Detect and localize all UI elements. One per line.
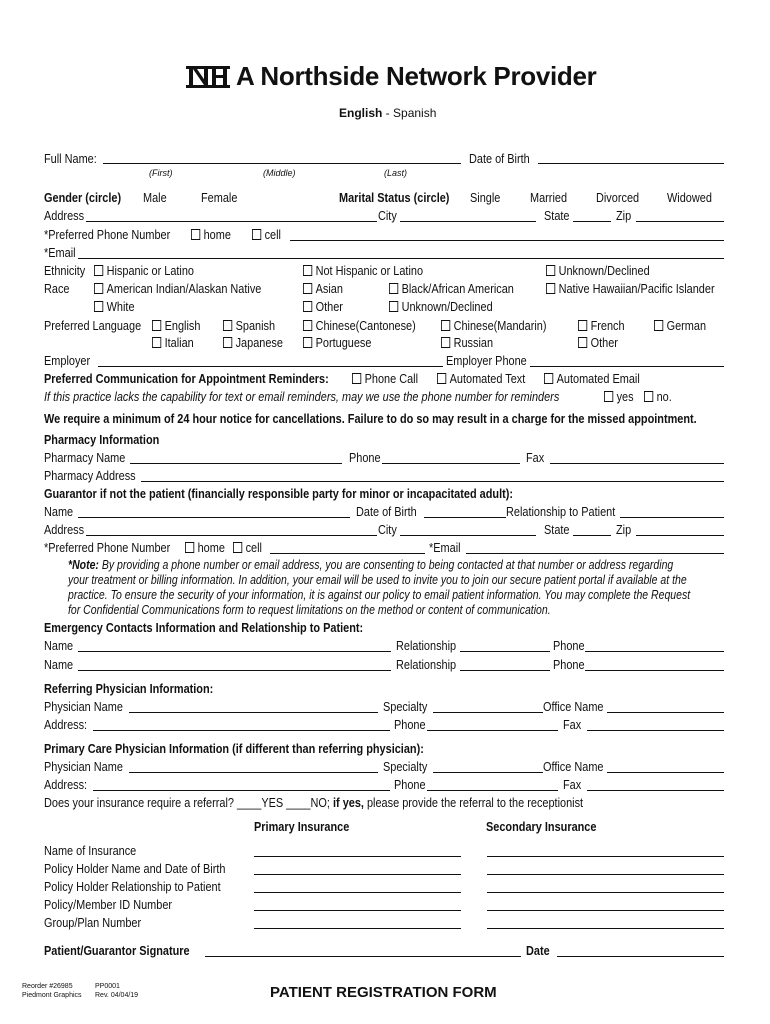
lang-opt-russian[interactable]: Russian xyxy=(441,335,493,350)
lang-opt-portuguese[interactable]: Portuguese xyxy=(303,335,371,350)
logo xyxy=(186,64,230,90)
secondary-insurance-line-1[interactable] xyxy=(487,856,724,857)
pcp-specialty-label: Specialty xyxy=(383,759,428,774)
pcp-office-label: Office Name xyxy=(543,759,604,774)
emergency-name-line-2[interactable] xyxy=(78,670,391,671)
race-american-indian[interactable]: American Indian/Alaskan Native xyxy=(94,281,261,296)
ethnicity-unknown[interactable]: Unknown/Declined xyxy=(546,263,650,278)
ethnicity-not-hispanic[interactable]: Not Hispanic or Latino xyxy=(303,263,423,278)
lang-opt-other[interactable]: Other xyxy=(578,335,618,350)
capability-note: If this practice lacks the capability for text or email reminders, may we use the phone number for reminders xyxy=(44,389,560,404)
employer-phone-line[interactable] xyxy=(530,366,724,367)
address-line[interactable] xyxy=(86,221,377,222)
state-line[interactable] xyxy=(573,221,611,222)
primary-insurance-line-1[interactable] xyxy=(254,856,461,857)
lang-opt-french[interactable]: French xyxy=(578,318,625,333)
race-white[interactable]: White xyxy=(94,299,135,314)
first-hint: (First) xyxy=(149,168,173,178)
referral-yes[interactable]: YES xyxy=(261,795,284,810)
pharmacy-name-line[interactable] xyxy=(130,463,342,464)
footer-printer: Piedmont Graphics xyxy=(22,992,82,999)
guarantor-email-label: *Email xyxy=(429,540,461,555)
guarantor-phone-line[interactable] xyxy=(270,553,425,554)
pcp-fax-label: Fax xyxy=(563,777,582,792)
pharmacy-fax-line[interactable] xyxy=(550,463,724,464)
ethnicity-label: Ethnicity xyxy=(44,263,86,278)
emergency-name-label-1: Name xyxy=(44,638,74,653)
emergency-name-line-1[interactable] xyxy=(78,651,391,652)
ethnicity-hispanic[interactable]: Hispanic or Latino xyxy=(94,263,194,278)
address-label: Address xyxy=(44,208,85,223)
marital-widowed[interactable]: Widowed xyxy=(667,190,712,205)
pharmacy-phone-line[interactable] xyxy=(382,463,520,464)
pcp-address-line[interactable] xyxy=(93,790,390,791)
city-line[interactable] xyxy=(400,221,536,222)
guarantor-address-line[interactable] xyxy=(86,535,377,536)
pharmacy-fax-label: Fax xyxy=(526,450,545,465)
marital-single[interactable]: Single xyxy=(470,190,501,205)
dob-label: Date of Birth xyxy=(469,151,530,166)
city-label: City xyxy=(378,208,397,223)
employer-line[interactable] xyxy=(98,366,443,367)
guarantor-pref-phone-label: *Preferred Phone Number xyxy=(44,540,171,555)
pcp-physician-label: Physician Name xyxy=(44,759,123,774)
lang-opt-german[interactable]: German xyxy=(654,318,706,333)
guarantor-name-line[interactable] xyxy=(78,517,350,518)
primary-insurance-line-3[interactable] xyxy=(254,892,461,893)
pharmacy-phone-label: Phone xyxy=(349,450,381,465)
gender-female[interactable]: Female xyxy=(201,190,238,205)
referring-specialty-label: Specialty xyxy=(383,699,428,714)
race-asian[interactable]: Asian xyxy=(303,281,343,296)
language-selector: English - Spanish xyxy=(339,106,437,120)
guarantor-city-label: City xyxy=(378,522,397,537)
secondary-insurance-line-3[interactable] xyxy=(487,892,724,893)
guarantor-name-label: Name xyxy=(44,504,74,519)
full-name-line[interactable] xyxy=(103,163,461,164)
lang-opt-spanish[interactable]: Spanish xyxy=(223,318,275,333)
referring-physician-line[interactable] xyxy=(129,712,378,713)
referring-physician-label: Physician Name xyxy=(44,699,123,714)
guarantor-home-checkbox[interactable]: home xyxy=(185,540,225,555)
reminder-yes[interactable]: yes xyxy=(604,389,634,404)
referral-no[interactable]: NO; xyxy=(310,795,330,810)
home-checkbox[interactable]: home xyxy=(191,227,231,242)
referring-fax-line[interactable] xyxy=(587,730,724,731)
signature-label: Patient/Guarantor Signature xyxy=(44,943,190,958)
gender-male[interactable]: Male xyxy=(143,190,167,205)
reminder-no[interactable]: no. xyxy=(644,389,672,404)
pcp-address-label: Address: xyxy=(44,777,88,792)
secondary-insurance-heading: Secondary Insurance xyxy=(486,819,597,834)
race-unknown[interactable]: Unknown/Declined xyxy=(389,299,493,314)
pref-phone-line[interactable] xyxy=(290,240,724,241)
cell-checkbox[interactable]: cell xyxy=(252,227,281,242)
pcp-phone-line[interactable] xyxy=(427,790,558,791)
referring-address-label: Address: xyxy=(44,717,88,732)
signature-line[interactable] xyxy=(205,956,521,957)
race-hawaiian[interactable]: Native Hawaiian/Pacific Islander xyxy=(546,281,715,296)
guarantor-dob-label: Date of Birth xyxy=(356,504,417,519)
guarantor-address-label: Address xyxy=(44,522,85,537)
last-hint: (Last) xyxy=(384,168,408,178)
signature-date-line[interactable] xyxy=(557,956,724,957)
emergency-heading: Emergency Contacts Information and Relationship to Patient: xyxy=(44,620,364,635)
language-label: Preferred Language xyxy=(44,318,142,333)
comm-auto-email[interactable]: Automated Email xyxy=(544,371,640,386)
footer-code: PP0001 xyxy=(95,983,120,990)
signature-date-label: Date xyxy=(526,943,550,958)
middle-hint: (Middle) xyxy=(263,168,296,178)
pcp-phone-label: Phone xyxy=(394,777,426,792)
emergency-relationship-label-2: Relationship xyxy=(396,657,457,672)
pharmacy-heading: Pharmacy Information xyxy=(44,432,160,447)
insurance-row-relationship: Policy Holder Relationship to Patient xyxy=(44,879,221,894)
emergency-relationship-line-2[interactable] xyxy=(460,670,550,671)
guarantor-relationship-label: Relationship to Patient xyxy=(506,504,616,519)
pharmacy-name-label: Pharmacy Name xyxy=(44,450,126,465)
pharmacy-address-line[interactable] xyxy=(141,481,724,482)
comm-auto-text[interactable]: Automated Text xyxy=(437,371,525,386)
guarantor-zip-label: Zip xyxy=(616,522,632,537)
lang-spanish[interactable]: Spanish xyxy=(393,106,437,120)
email-line[interactable] xyxy=(78,258,724,259)
guarantor-relationship-line[interactable] xyxy=(620,517,724,518)
primary-insurance-line-2[interactable] xyxy=(254,874,461,875)
emergency-phone-label-1: Phone xyxy=(553,638,585,653)
full-name-label: Full Name: xyxy=(44,151,97,166)
pharmacy-address-label: Pharmacy Address xyxy=(44,468,136,483)
primary-insurance-line-4[interactable] xyxy=(254,910,461,911)
zip-label: Zip xyxy=(616,208,632,223)
lang-opt-cantonese[interactable]: Chinese(Cantonese) xyxy=(303,318,416,333)
lang-opt-english[interactable]: English xyxy=(152,318,200,333)
dob-line[interactable] xyxy=(538,163,724,164)
primary-insurance-line-5[interactable] xyxy=(254,928,461,929)
state-label: State xyxy=(544,208,570,223)
primary-insurance-heading: Primary Insurance xyxy=(254,819,350,834)
emergency-relationship-label-1: Relationship xyxy=(396,638,457,653)
guarantor-heading: Guarantor if not the patient (financially responsible party for minor or incapacitated adult): xyxy=(44,486,514,501)
marital-label: Marital Status (circle) xyxy=(339,190,450,205)
pcp-fax-line[interactable] xyxy=(587,790,724,791)
page-title: A Northside Network Provider xyxy=(236,61,597,91)
referral-question: Does your insurance require a referral? ____YES ____NO; if yes, please provide the referral to the receptionist xyxy=(44,795,584,810)
zip-line[interactable] xyxy=(636,221,724,222)
guarantor-cell-checkbox[interactable]: cell xyxy=(233,540,262,555)
referring-office-label: Office Name xyxy=(543,699,604,714)
race-other[interactable]: Other xyxy=(303,299,343,314)
emergency-phone-label-2: Phone xyxy=(553,657,585,672)
referring-address-line[interactable] xyxy=(93,730,390,731)
secondary-insurance-line-2[interactable] xyxy=(487,874,724,875)
pref-phone-label: *Preferred Phone Number xyxy=(44,227,171,242)
guarantor-state-line[interactable] xyxy=(573,535,611,536)
email-label: *Email xyxy=(44,245,76,260)
cancellation-notice: We require a minimum of 24 hour notice for cancellations. Failure to do so may result in a charge for the missed appointment. xyxy=(44,411,697,426)
logo-mark-icon xyxy=(186,64,230,90)
insurance-row-policy-id: Policy/Member ID Number xyxy=(44,897,173,912)
employer-label: Employer xyxy=(44,353,91,368)
referring-heading: Referring Physician Information: xyxy=(44,681,214,696)
race-black[interactable]: Black/African American xyxy=(389,281,514,296)
emergency-name-label-2: Name xyxy=(44,657,74,672)
footer-reorder: Reorder #26985 xyxy=(22,983,73,990)
pref-comm-label: Preferred Communication for Appointment Reminders: xyxy=(44,371,329,386)
secondary-insurance-line-5[interactable] xyxy=(487,928,724,929)
emergency-relationship-line-1[interactable] xyxy=(460,651,550,652)
form-title: PATIENT REGISTRATION FORM xyxy=(270,984,497,1001)
employer-phone-label: Employer Phone xyxy=(446,353,527,368)
referring-fax-label: Fax xyxy=(563,717,582,732)
emergency-phone-line-1[interactable] xyxy=(585,651,724,652)
lang-opt-japanese[interactable]: Japanese xyxy=(223,335,283,350)
pcp-physician-line[interactable] xyxy=(129,772,378,773)
referring-phone-label: Phone xyxy=(394,717,426,732)
emergency-phone-line-2[interactable] xyxy=(585,670,724,671)
consent-note: *Note: By providing a phone number or email address, you are consenting to being contacted at that number or address regarding your treatment or billing information. In addition, your email will be used to invite you to join our secure patient portal if available at the practice. To ensure the security of your information, it is against our policy to email patient information. You may complete the Request for Confidential Communications form to request limitations on the method or content of communication. xyxy=(68,558,691,617)
marital-divorced[interactable]: Divorced xyxy=(596,190,640,205)
lang-english[interactable]: English xyxy=(339,106,383,120)
lang-opt-italian[interactable]: Italian xyxy=(152,335,194,350)
guarantor-zip-line[interactable] xyxy=(636,535,724,536)
secondary-insurance-line-4[interactable] xyxy=(487,910,724,911)
footer-rev: Rev. 04/04/19 xyxy=(95,992,139,999)
guarantor-dob-line[interactable] xyxy=(424,517,506,518)
gender-label: Gender (circle) xyxy=(44,190,122,205)
pcp-office-line[interactable] xyxy=(607,772,724,773)
lang-opt-mandarin[interactable]: Chinese(Mandarin) xyxy=(441,318,546,333)
referring-specialty-line[interactable] xyxy=(433,712,543,713)
marital-married[interactable]: Married xyxy=(530,190,568,205)
pcp-specialty-line[interactable] xyxy=(433,772,543,773)
insurance-row-holder: Policy Holder Name and Date of Birth xyxy=(44,861,226,876)
comm-phone-call[interactable]: Phone Call xyxy=(352,371,418,386)
referring-phone-line[interactable] xyxy=(427,730,558,731)
pcp-heading: Primary Care Physician Information (if different than referring physician): xyxy=(44,741,424,756)
race-label: Race xyxy=(44,281,70,296)
guarantor-email-line[interactable] xyxy=(466,553,724,554)
referring-office-line[interactable] xyxy=(607,712,724,713)
guarantor-state-label: State xyxy=(544,522,570,537)
insurance-row-group: Group/Plan Number xyxy=(44,915,142,930)
guarantor-city-line[interactable] xyxy=(400,535,536,536)
insurance-row-name: Name of Insurance xyxy=(44,843,137,858)
